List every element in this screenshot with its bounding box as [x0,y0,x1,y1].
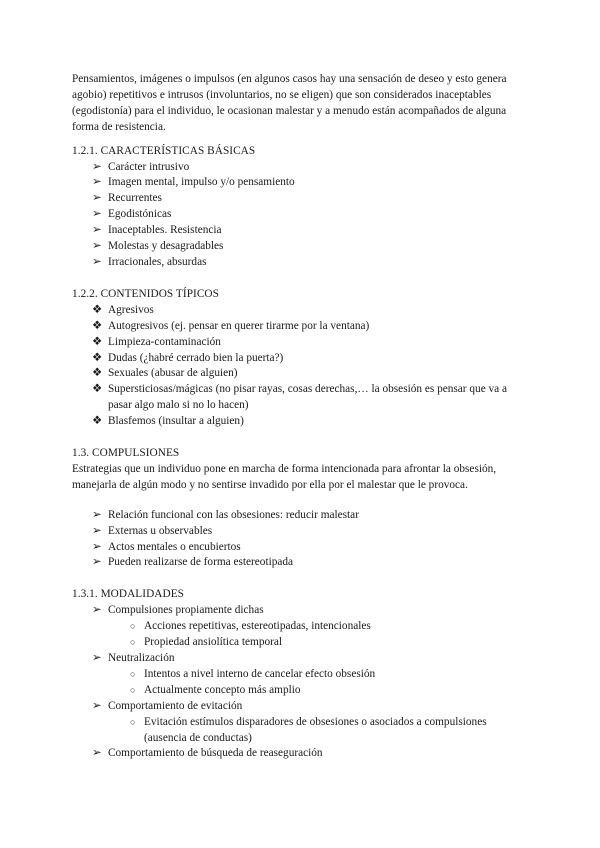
sublist [108,667,532,699]
sublist-item: ○ Propiedad ansiolítica temporal [72,635,532,651]
sublist [108,619,532,651]
circle-bullet-icon: ○ [130,668,136,679]
diamond-bullet-icon: ❖ [92,335,103,348]
diamond-bullet-icon: ❖ [92,415,103,428]
diamond-bullet-icon: ❖ [92,367,103,380]
list-item: ❖ Sexuales (abusar de alguien) [72,366,532,382]
list-item: ➢ Imagen mental, impulso y/o pensamiento [72,175,532,191]
circle-bullet-icon: ○ [130,684,136,695]
list-item: ➢ Relación funcional con las obsesiones: reducir malestar [72,508,532,524]
heading-caracteristicas: 1.2.1. CARACTERÍSTICAS BÁSICAS [72,144,256,157]
arrow-bullet-icon: ➢ [92,652,102,664]
arrow-bullet-icon: ➢ [92,208,102,221]
arrow-bullet-icon: ➢ [92,240,102,253]
list-contenidos [72,303,532,430]
list-item: ➢ Irracionales, absurdas [72,255,532,271]
arrow-bullet-icon: ➢ [92,699,102,712]
sublist-item: ○ Acciones repetitivas, estereotipadas, intencionales [72,619,532,635]
arrow-bullet-icon: ➢ [92,160,102,173]
list-item: ➢ Recurrentes [72,191,532,207]
heading-compulsiones: 1.3. COMPULSIONES [72,447,180,460]
diamond-bullet-icon: ❖ [92,319,103,332]
list-item: ❖ Supersticiosas/mágicas (no pisar rayas, cosas derechas,… la obsesión es pensar que va a pasar algo malo si no lo hacen) [92,383,508,412]
document-body [72,72,532,762]
arrow-bullet-icon: ➢ [92,255,102,268]
arrow-bullet-icon: ➢ [92,524,102,537]
arrow-bullet-icon: ➢ [92,224,102,237]
list-compulsiones [72,508,532,572]
arrow-bullet-icon: ➢ [92,747,102,760]
list-modalidades [72,603,532,762]
sublist-item: ○ Actualmente concepto más amplio [72,683,532,699]
list-item: ❖ Dudas (¿habré cerrado bien la puerta?) [72,351,532,367]
list-item: ➢ Externas u observables [72,524,532,540]
list-item: ➢ Inaceptables. Resistencia [72,223,532,239]
intro-paragraph: Pensamientos, imágenes o impulsos (en algunos casos hay una sensación de deseo y esto genera agobio) repetitivos e intrusos (involuntarios, no se eligen) que son considerados inaceptables (egodistonía) para el individuo, le ocasionan malestar y a menudo están acompañados de alguna forma de resistencia. [72,73,507,133]
list-item: ➢ Actos mentales o encubiertos [72,540,532,556]
compulsiones-description: Estrategias que un individuo pone en marcha de forma intencionada para afrontar la obsesión, manejarla de algún modo y no sentirse invadido por ella por el malestar que le provoca. [72,462,497,491]
list-item: ➢ Neutralización ○ Intentos a nivel interno de cancelar efecto obsesión ○ Actualmente concepto más amplio [72,651,532,699]
arrow-bullet-icon: ➢ [92,192,102,205]
list-item: ➢ Pueden realizarse de forma estereotipada [72,555,532,571]
heading-contenidos: 1.2.2. CONTENIDOS TÍPICOS [72,287,219,300]
arrow-bullet-icon: ➢ [92,540,102,553]
arrow-bullet-icon: ➢ [92,556,102,569]
diamond-bullet-icon: ❖ [92,351,103,364]
diamond-bullet-icon: ❖ [92,383,103,396]
heading-modalidades: 1.3.1. MODALIDADES [72,588,184,601]
list-item: ➢ Molestas y desagradables [72,239,532,255]
diamond-bullet-icon: ❖ [92,303,103,316]
list-item: ➢ Carácter intrusivo [72,160,532,176]
arrow-bullet-icon: ➢ [92,508,102,521]
list-item: ❖ Agresivos [72,303,532,319]
circle-bullet-icon: ○ [130,716,136,727]
list-item: ➢ Compulsiones propiamente dichas ○ Acciones repetitivas, estereotipadas, intencionales ○ Propiedad ansiolítica temporal [72,603,532,651]
arrow-bullet-icon: ➢ [92,176,102,189]
sublist [108,715,532,747]
circle-bullet-icon: ○ [130,621,136,632]
list-item: ➢ Comportamiento de evitación ○ Evitación estímulos disparadores de obsesiones o asociados a compulsiones (ausencia de conductas) [72,699,532,747]
list-item: ❖ Blasfemos (insultar a alguien) [72,414,532,430]
list-item: ❖ Limpieza-contaminación [72,335,532,351]
list-caracteristicas [72,160,532,271]
list-item: ➢ Comportamiento de búsqueda de reaseguración [72,746,532,762]
sublist-item: ○ Evitación estímulos disparadores de obsesiones o asociados a compulsiones (ausencia de conductas) [130,715,487,744]
arrow-bullet-icon: ➢ [92,604,102,617]
list-item: ➢ Egodistónicas [72,207,532,223]
sublist-item: ○ Intentos a nivel interno de cancelar efecto obsesión [72,667,532,683]
list-item: ❖ Autogresivos (ej. pensar en querer tirarme por la ventana) [72,319,532,335]
circle-bullet-icon: ○ [130,637,136,648]
